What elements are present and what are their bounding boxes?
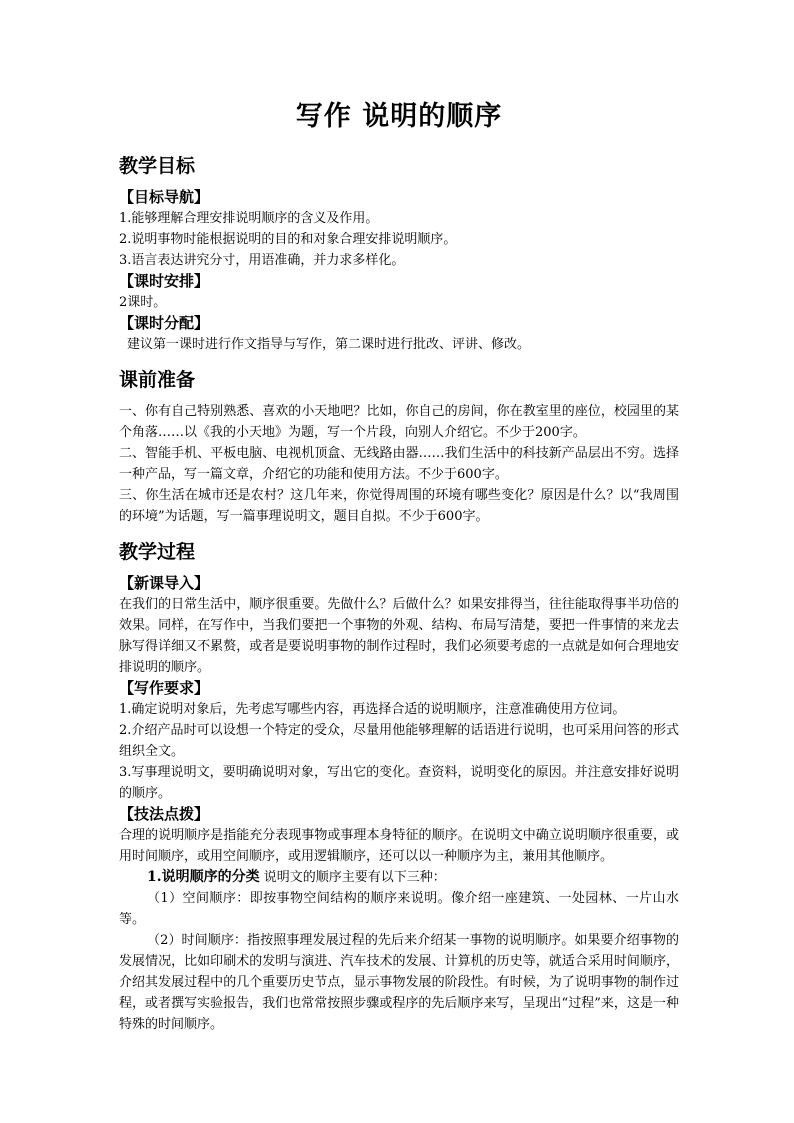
page-title: 写作 说明的顺序 [295,101,503,132]
tips-sub-title: 1.说明顺序的分类 [147,869,260,885]
tips-subsection [119,867,679,888]
requirement-item: 1.确定说明对象后，先考虑写哪些内容，再选择合适的说明顺序，注意准确使用方位词。 [119,702,626,717]
schedule-text: 2课时。 [119,295,167,310]
subheading-schedule: 【课时安排】 [119,272,210,290]
subheading-tips: 【技法点拨】 [119,805,210,823]
section-heading-process: 教学过程 [119,541,196,563]
requirement-item: 2.介绍产品时可以设想一个特定的受众，尽量用他能够理解的话语进行说明，也可采用问答的形式组织全文。 [119,723,679,759]
tips-time-order: （2）时间顺序：指按照事理发展过程的先后来介绍某一事物的说明顺序。如果要介绍事物的发展情况，比如印刷术的发明与演进、汽车技术的发展、计算机的历史等，就适合采用时间顺序，介绍其发展过程中的几个重要历史节点，显示事物发展的阶段性。有时候，为了说明事物的制作过程，或者撰写实验报告，我们也常常按照步骤或程序的先后顺序来写，呈现出“过程”来，这是一种特殊的时间顺序。 [119,933,679,1032]
section-heading-prep: 课前准备 [119,369,196,391]
goal-item: 3.语言表达讲究分寸，用语准确，并力求多样化。 [119,253,405,268]
prep-item: 三、你生活在城市还是农村？这几年来，你觉得周围的环境有哪些变化？原因是什么？以“我周围的环境”为话题，写一篇事理说明文，题目自拟。不少于600字。 [119,488,679,524]
goal-item: 1.能够理解合理安排说明顺序的含义及作用。 [119,211,379,226]
section-heading-goals: 教学目标 [119,155,196,177]
goal-item: 2.说明事物时能根据说明的目的和对象合理安排说明顺序。 [119,232,457,247]
tips-text: 合理的说明顺序是指能充分表现事物或事理本身特征的顺序。在说明文中确立说明顺序很重要，或用时间顺序，或用空间顺序，或用逻辑顺序，还可以以一种顺序为主，兼用其他顺序。 [119,828,679,864]
tips-sub-text: 说明文的顺序主要有以下三种： [259,870,446,885]
subheading-allocation: 【课时分配】 [119,314,210,332]
tips-space-order: （1）空间顺序：即按事物空间结构的顺序来说明。像介绍一座建筑、一处园林、一片山水等。 [119,891,679,927]
subheading-goal-nav: 【目标导航】 [119,188,210,206]
requirement-item: 3.写事理说明文，要明确说明对象，写出它的变化。查资料，说明变化的原因。并注意安排好说明的顺序。 [119,765,679,801]
subheading-requirements: 【写作要求】 [119,679,210,697]
intro-text: 在我们的日常生活中，顺序很重要。先做什么？后做什么？如果安排得当，往往能取得事半功倍的效果。同样，在写作中，当我们要把一个事物的外观、结构、布局写清楚，要把一件事情的来龙去脉写得详细又不累赘，或者是要说明事物的制作过程时，我们必须要考虑的一点就是如何合理地安排说明的顺序。 [119,597,679,675]
document-content [119,97,679,1035]
allocation-text: 建议第一课时进行作文指导与写作，第二课时进行批改、评讲、修改。 [127,337,531,352]
prep-item: 一、你有自己特别熟悉、喜欢的小天地吧？比如，你自己的房间，你在教室里的座位，校园里的某个角落……以《我的小天地》为题，写一个片段，向别人介绍它。不少于200字。 [119,404,679,440]
subheading-intro: 【新课导入】 [119,574,210,592]
prep-item: 二、智能手机、平板电脑、电视机顶盒、无线路由器……我们生活中的科技新产品层出不穷。选择一种产品，写一篇文章，介绍它的功能和使用方法。不少于600字。 [119,446,679,482]
